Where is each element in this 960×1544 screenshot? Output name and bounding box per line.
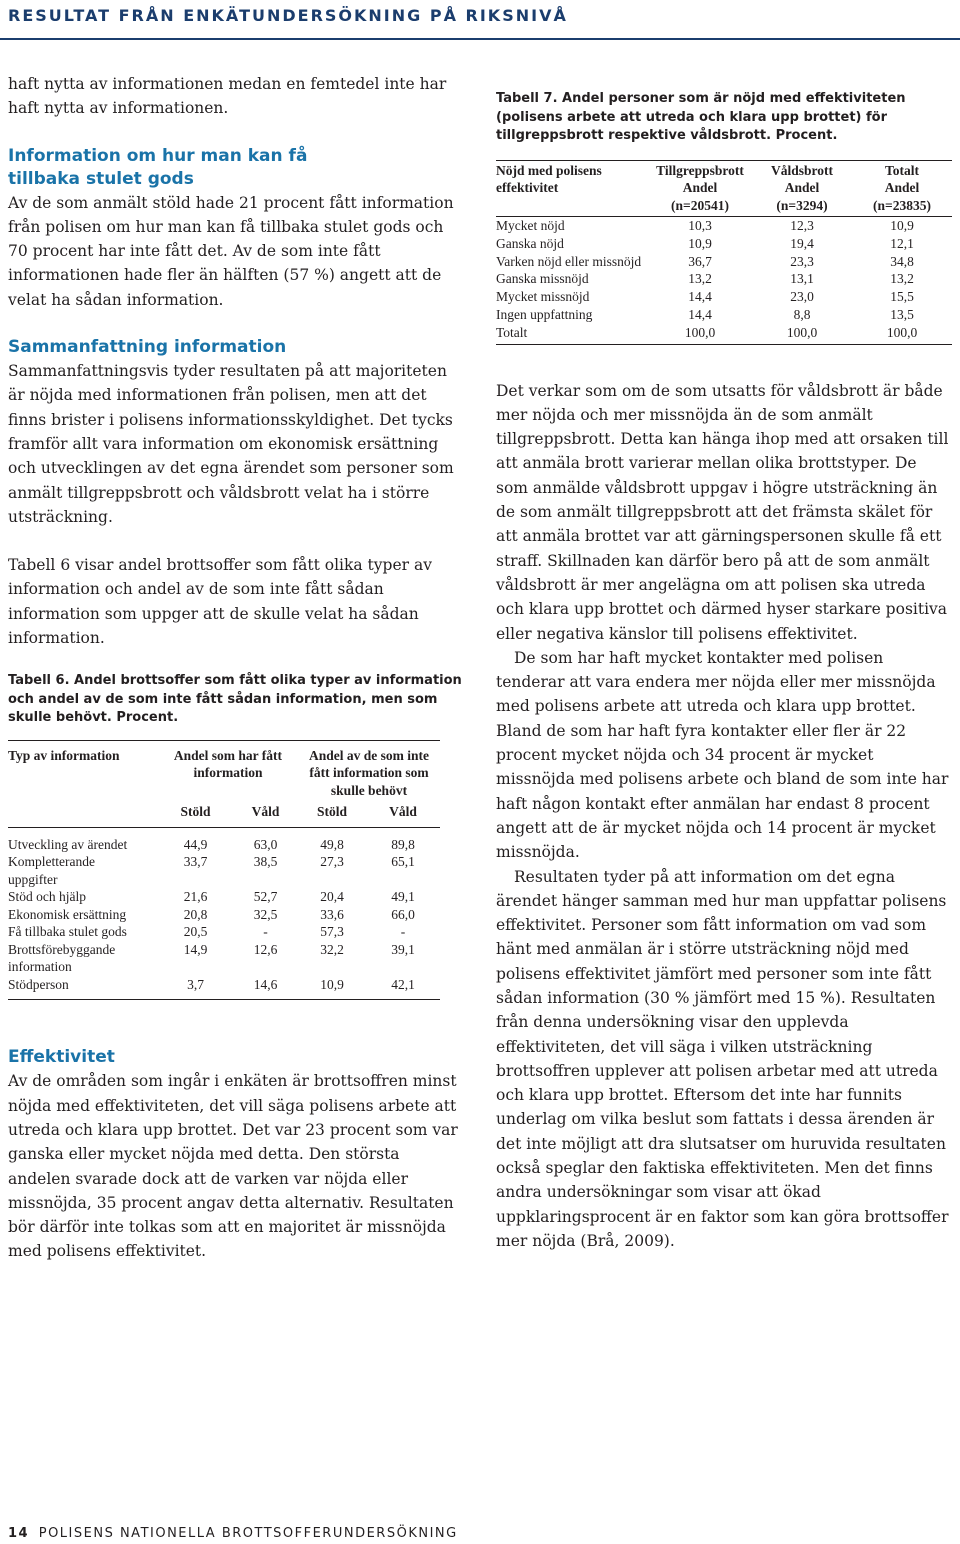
table6-cell: - bbox=[263, 924, 268, 940]
table6-cell: 14,6 bbox=[253, 976, 278, 992]
table6-cell: 38,5 bbox=[253, 854, 278, 870]
table6-row-label: Stöd och hjälp bbox=[8, 889, 86, 905]
table6-caption: Tabell 6. Andel brottsoffer som fått olika typer av information och andel av de som inte fått sådan information, men som skulle behövt. Procent. bbox=[8, 673, 462, 726]
table6-cell: 66,0 bbox=[391, 906, 415, 922]
table6-cell: 20,5 bbox=[183, 924, 208, 940]
right-paragraph-3: Resultaten tyder på att information om det egna ärendet hänger samman med hur man uppfattar polisens effektivitet. Personer som fått information om vad som hänt med anmälan är i större utsträckning nöjd med polisens effektivitet jämfört med personer som inte fått sådan information (30 % jämfört med 15 %). Resultaten från denna undersökning visar den upplevda effektiviteten, det vill säga i vilken utsträckning brottsoffren upplever att polisen arbetar med att utreda och klara upp brottet. Eftersom det inte har funnits underlag om vilka beslut som fattats i dessa ärenden är det inte möjligt att dra slutsatser om huruvida resultaten också speglar den faktiska effektiviteten. Men det finns andra undersökningar som visar att ökad uppklaringsprocent är en faktor som kan göra brottsoffer mer nöjda (Brå, 2009). bbox=[496, 867, 949, 1250]
header-rule bbox=[0, 38, 960, 40]
table7-row-label: Ganska nöjd bbox=[496, 235, 564, 251]
stolen-goods-paragraph: Av de som anmält stöld hade 21 procent fått information från polisen om hur man kan få tillbaka stulet gods och 70 procent har inte fått det. Av de som inte fått informationen hade fler än hälften (57 %) angett att de velat ha sådan information. bbox=[8, 193, 454, 309]
table7-cell: 36,7 bbox=[688, 253, 712, 269]
table7-cell: 100,0 bbox=[886, 324, 918, 340]
right-column bbox=[496, 90, 952, 1253]
table6-cell: 33,7 bbox=[183, 854, 208, 870]
table6-row-label: Stödperson bbox=[8, 976, 69, 992]
section-heading-summary: Sammanfattning information bbox=[8, 337, 287, 358]
page-number: 14 bbox=[8, 1526, 30, 1541]
table6-cell: 21,6 bbox=[183, 889, 208, 905]
table7-cell: 13,2 bbox=[688, 271, 712, 287]
table-row bbox=[8, 853, 440, 888]
table-7 bbox=[496, 160, 952, 345]
table6-subheader: Våld bbox=[366, 799, 440, 827]
table6-subheader: Stöld bbox=[298, 799, 366, 827]
table7-cell: 12,1 bbox=[890, 235, 914, 251]
table6-row-label: Få tillbaka stulet gods bbox=[8, 924, 127, 940]
table7-caption: Tabell 7. Andel personer som är nöjd med effektiviteten (polisens arbete att utreda och klara upp brottet) för tillgreppsbrott respektive våldsbrott. Procent. bbox=[496, 91, 906, 143]
table7-header-name: Totalt bbox=[884, 162, 919, 178]
effectiveness-paragraph: Av de områden som ingår i enkäten är brottsoffren minst nöjda med effektiviteten, det vill säga polisens arbete att utreda och klara upp brottet. Det var 23 procent som var ganska eller mycket nöjda med detta. Den största andelen svarade dock att de varken var nöjda eller missnöjda, 35 procent angav detta alternativ. Resultaten bör därför inte tolkas som att en majoritet är missnöjda med polisens effektivitet. bbox=[8, 1072, 458, 1261]
table6-intro-paragraph: Tabell 6 visar andel brottsoffer som fått olika typer av information och andel av de som inte fått sådan information som uppger att de skulle velat ha sådan information. bbox=[8, 556, 432, 648]
table6-cell: 39,1 bbox=[391, 941, 415, 957]
table7-header-n: (n=20541) bbox=[671, 197, 729, 213]
summary-paragraph: Sammanfattningsvis tyder resultaten på att majoriteten är nöjda med informationen från polisen, men att det finns brister i polisens informationsskyldighet. Det tycks framför allt vara information om ekonomisk ersättning och utvecklingen av det egna ärendet som personer som anmält tillgreppsbrott och våldsbrott velat ha i större utsträckning. bbox=[8, 362, 454, 526]
table7-cell: 15,5 bbox=[890, 289, 914, 305]
left-column bbox=[8, 72, 463, 1264]
table-row bbox=[496, 306, 952, 324]
table-row bbox=[496, 324, 952, 344]
right-paragraph-2: De som har haft mycket kontakter med polisen tenderar att vara endera mer nöjda eller mer missnöjda med polisens arbete att utreda och klara upp brottet. Bland de som har haft fyra kontakter eller fler är 22 procent mycket nöjda och 34 procent är mycket missnöjda med polisens arbete och bland de som inte har haft någon kontakt efter anmälan har endast 8 procent angett att de är mycket nöjda och 14 procent är mycket missnöjda. bbox=[496, 648, 949, 862]
table7-cell: 14,4 bbox=[688, 306, 712, 322]
table6-header-type: Typ av information bbox=[8, 747, 120, 763]
table6-cell: - bbox=[400, 924, 406, 940]
table7-row-label: Ganska missnöjd bbox=[496, 271, 589, 287]
table7-header-total bbox=[852, 160, 952, 217]
page-footer bbox=[8, 1526, 458, 1541]
table-row bbox=[496, 270, 952, 288]
table6-cell: 89,8 bbox=[391, 836, 415, 852]
table6-row-label: Brottsförebyggande information bbox=[8, 941, 116, 975]
table-6 bbox=[8, 740, 440, 1001]
table-row bbox=[496, 253, 952, 271]
table7-cell: 8,8 bbox=[793, 306, 811, 322]
table7-header-violence bbox=[752, 160, 852, 217]
table6-cell: 32,5 bbox=[253, 906, 278, 922]
table6-cell: 57,3 bbox=[320, 924, 344, 940]
table7-cell: 34,8 bbox=[890, 253, 914, 269]
table7-header-sub: Andel bbox=[884, 180, 920, 195]
table7-cell: 100,0 bbox=[684, 324, 716, 340]
table6-row-label: Ekonomisk ersättning bbox=[8, 906, 127, 922]
section-heading-stolen-goods: Information om hur man kan få tillbaka stulet gods bbox=[8, 145, 308, 189]
table-row bbox=[8, 923, 440, 941]
table6-cell: 33,6 bbox=[320, 906, 344, 922]
table7-cell: 13,1 bbox=[790, 271, 814, 287]
table6-header-received: Andel som har fått information bbox=[173, 747, 283, 781]
table7-cell: 10,3 bbox=[688, 218, 712, 233]
table7-cell: 100,0 bbox=[786, 324, 818, 340]
table-row bbox=[496, 288, 952, 306]
table6-row-label: Utveckling av ärendet bbox=[8, 836, 128, 852]
table6-header-not-received: Andel av de som inte fått information som skulle behövt bbox=[308, 747, 429, 798]
table-row bbox=[496, 235, 952, 253]
table6-subheader: Våld bbox=[233, 799, 298, 827]
table6-subheader: Stöld bbox=[158, 799, 233, 827]
table6-cell: 42,1 bbox=[391, 976, 415, 992]
table7-header-n: (n=3294) bbox=[776, 197, 828, 213]
table7-header-sub: Andel bbox=[784, 180, 820, 195]
table7-row-label: Mycket missnöjd bbox=[496, 289, 590, 305]
table7-cell: 10,9 bbox=[688, 235, 712, 251]
table7-header-name: Våldsbrott bbox=[770, 162, 833, 178]
table-row bbox=[8, 941, 440, 976]
table7-header-n: (n=23835) bbox=[873, 197, 931, 213]
section-heading-effectiveness: Effektivitet bbox=[8, 1047, 115, 1068]
table-row bbox=[8, 906, 440, 924]
table6-cell: 10,9 bbox=[320, 976, 344, 992]
table6-cell: 65,1 bbox=[391, 854, 415, 870]
table6-cell: 44,9 bbox=[183, 836, 208, 852]
table6-cell: 27,3 bbox=[320, 854, 344, 870]
table7-row-label: Totalt bbox=[496, 324, 528, 340]
table7-cell: 13,5 bbox=[890, 306, 914, 322]
intro-paragraph: haft nytta av informationen medan en femtedel inte har haft nytta av informationen. bbox=[8, 75, 447, 118]
table6-row-label: Kompletterande uppgifter bbox=[8, 854, 95, 887]
running-header: RESULTAT FRÅN ENKÄTUNDERSÖKNING PÅ RIKSNIVÅ bbox=[8, 6, 568, 25]
table7-row-label: Varken nöjd eller missnöjd bbox=[496, 253, 642, 269]
table-row bbox=[8, 976, 440, 1000]
table7-header-name: Tillgreppsbrott bbox=[656, 162, 744, 178]
right-paragraph-1: Det verkar som om de som utsatts för våldsbrott är både mer nöjda och mer missnöjda än de som anmält tillgreppsbrott. Detta kan hänga ihop med att orsaken till att anmäla brott varierar mellan olika brottstyper. De som anmälde våldsbrott uppgav i högre utsträckning än de som anmält tillgreppsbrott att det främsta skälet för att anmäla brottet var att gärningspersonen skulle få ett straff. Skillnaden kan därför bero på att de som anmält våldsbrott är mer angelägna om att polisen ska utreda och klara upp brottet och därmed hyser starkare positiva eller negativa känslor till polisens effektivitet. bbox=[496, 381, 949, 643]
table7-cell: 14,4 bbox=[688, 289, 712, 305]
table7-cell: 19,4 bbox=[790, 235, 814, 251]
table7-row-label: Mycket nöjd bbox=[496, 218, 565, 233]
table6-cell: 49,1 bbox=[391, 889, 415, 905]
table7-cell: 23,0 bbox=[790, 289, 814, 305]
table6-cell: 3,7 bbox=[187, 976, 204, 992]
table6-cell: 20,4 bbox=[320, 889, 344, 905]
table-row bbox=[8, 888, 440, 906]
table-row bbox=[8, 827, 440, 853]
table7-row-label: Ingen uppfattning bbox=[496, 306, 593, 322]
table7-cell: 12,3 bbox=[790, 218, 814, 233]
table6-cell: 14,9 bbox=[183, 941, 208, 957]
table-row bbox=[496, 217, 952, 235]
table7-cell: 10,9 bbox=[890, 218, 914, 233]
table6-cell: 63,0 bbox=[253, 836, 278, 852]
publication-title: POLISENS NATIONELLA BROTTSOFFERUNDERSÖKNING bbox=[38, 1526, 458, 1541]
table7-cell: 13,2 bbox=[890, 271, 914, 287]
table7-header-sub: Andel bbox=[682, 180, 718, 195]
table6-cell: 52,7 bbox=[253, 889, 278, 905]
table7-cell: 23,3 bbox=[790, 253, 814, 269]
table6-cell: 49,8 bbox=[320, 836, 344, 852]
table6-cell: 32,2 bbox=[320, 941, 344, 957]
table6-cell: 20,8 bbox=[183, 906, 208, 922]
table7-header-satisfaction: Nöjd med polisens effektivitet bbox=[496, 160, 648, 217]
table7-header-theft bbox=[648, 160, 752, 217]
table6-cell: 12,6 bbox=[253, 941, 278, 957]
